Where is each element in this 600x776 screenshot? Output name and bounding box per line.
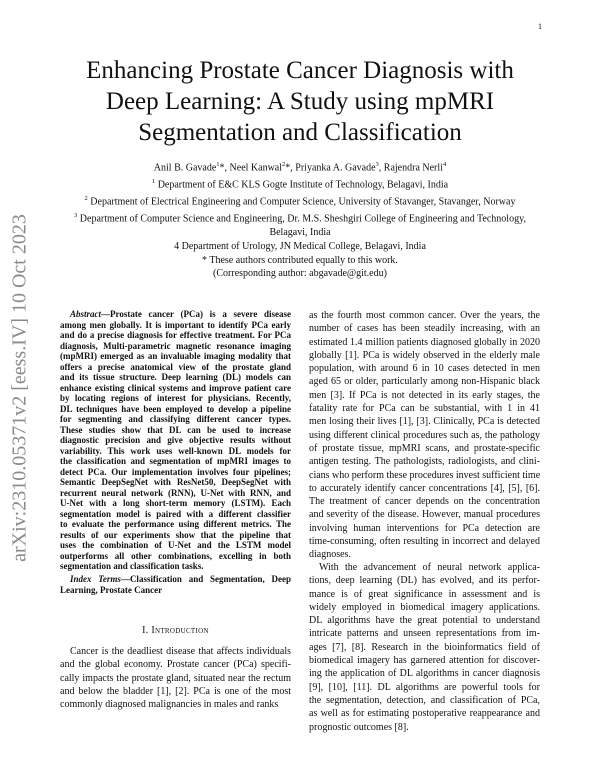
line-text: outperforms all other combinations, excelling in both xyxy=(60,550,291,561)
line-text: Semantic DeepSegNet with ResNet50, DeepSegNet with xyxy=(60,477,291,487)
text-line xyxy=(60,685,291,698)
line-text: segmentation model is paired with a different classifier xyxy=(60,508,291,519)
affiliation-line xyxy=(20,240,580,254)
text-line xyxy=(60,446,291,457)
line-text: diagnosis, Multi-parametric magnetic resonance imaging xyxy=(60,340,291,351)
text-line xyxy=(309,654,540,667)
line-text: recurrent neural network (RNN), U-Net with RNN, and xyxy=(60,487,291,498)
text-line xyxy=(309,495,540,508)
line-text: men losing their lives [1], [3]. Clinically, PCa is detected xyxy=(309,416,540,428)
text-line xyxy=(309,482,540,495)
affiliation-line xyxy=(20,175,580,192)
text-line xyxy=(60,383,291,394)
author-affiliation-mark: 3 xyxy=(375,161,379,168)
line-text: prognostic outcomes [8]. xyxy=(309,721,409,733)
text-line xyxy=(309,442,540,455)
line-text: widely employed in biomedical imagery applications. xyxy=(309,601,540,613)
text-line xyxy=(60,561,291,572)
title-line: Enhancing Prostate Cancer Diagnosis with xyxy=(86,57,514,84)
line-text: segmentation and classification tasks. xyxy=(60,561,204,571)
text-line xyxy=(309,389,540,402)
affiliation-line xyxy=(20,192,580,209)
line-text: as the fourth most common cancer. Over the years, the xyxy=(309,310,540,321)
text-line xyxy=(60,351,291,362)
text-line xyxy=(60,698,291,711)
author-list xyxy=(20,158,580,175)
line-text: to evaluate the performance using different metrics. The xyxy=(60,519,291,529)
line-text: uses the combination of U-Net and the LSTM model xyxy=(60,540,291,550)
text-line xyxy=(60,404,291,415)
text-line xyxy=(60,540,291,551)
line-text: results of our experiments show that the pipeline that xyxy=(60,529,291,540)
text-line xyxy=(60,488,291,499)
text-line xyxy=(309,548,540,561)
affiliation-text: * These authors contributed equally to this work. xyxy=(202,254,398,266)
abstract xyxy=(60,309,291,572)
author-name: Priyanka A. Gavade xyxy=(295,162,376,174)
line-text: and severity of the disease. However, manual procedures xyxy=(309,509,540,521)
line-text: of prostate tissue, mpMRI scans, and prostate-specific xyxy=(309,442,540,454)
author-affiliation-mark: 2 xyxy=(282,161,286,168)
author-block xyxy=(20,158,580,281)
text-line xyxy=(60,456,291,467)
text-line xyxy=(60,330,291,341)
line-text: time-consuming, often resulting in incorrect and delayed xyxy=(309,536,540,548)
line-text: detect PCa. Our implementation involves four pipelines; xyxy=(60,466,291,477)
affiliation-text: Department of E&C KLS Gogte Institute of Technology, Belagavi, India xyxy=(155,179,449,191)
line-text: and its tissue structure. Deep learning (DL) models can xyxy=(60,372,291,382)
line-text: the classification and segmentation of mpMRI images to xyxy=(60,456,291,466)
line-text: Learning, Prostate Cancer xyxy=(60,584,163,595)
affiliation-text: Department of Electrical Engineering and Computer Science, University of Stavanger, Stavanger, Norway xyxy=(87,196,516,208)
label: Index Terms xyxy=(70,574,121,584)
affiliation-text: Department of Computer Science and Engineering, Dr. M.S. Sheshgiri College of Engineering and Technology, xyxy=(77,213,526,225)
author-separator: , xyxy=(378,162,384,174)
text-line xyxy=(60,477,291,488)
text-line xyxy=(309,322,540,335)
line-text: —Prostate cancer (PCa) is a severe disease xyxy=(101,309,291,319)
affiliation-number: 1 xyxy=(151,178,156,186)
text-line xyxy=(60,658,291,671)
text-line xyxy=(60,585,291,596)
text-line xyxy=(60,519,291,530)
text-line xyxy=(60,362,291,373)
line-text: offers a precise anatomical view of the prostate gland xyxy=(60,361,291,372)
body-paragraph xyxy=(309,309,540,562)
line-text: enhance existing clinical systems and improve patient care xyxy=(60,382,291,393)
line-text: using different clinical procedures such as, the pathology xyxy=(309,429,540,441)
text-line xyxy=(60,425,291,436)
line-text: Cancer is the deadliest disease that affects individuals xyxy=(70,646,291,657)
affiliation-text: 4 Department of Urology, JN Medical College, Belagavi, India xyxy=(174,240,426,252)
author-name: Anil B. Gavade xyxy=(153,162,217,174)
author-name: Rajendra Nerli xyxy=(383,162,443,174)
line-text: aged 65 or older, particularly among non-Hispanic black xyxy=(309,376,540,388)
line-text: [9], [10], [11]. DL algorithms are powerful tools for xyxy=(309,681,540,693)
arxiv-stamp: arXiv:2310.05371v2 [eess.IV] 10 Oct 2023 xyxy=(8,214,31,562)
text-line xyxy=(60,645,291,658)
text-line xyxy=(60,574,291,585)
line-text: fatality rate for PCa can be substantial, with 1 in 41 xyxy=(309,403,540,415)
text-line xyxy=(60,672,291,685)
text-line xyxy=(309,574,540,587)
line-text: With the advancement of neural network applica- xyxy=(319,562,540,573)
text-line xyxy=(309,522,540,535)
text-line xyxy=(309,707,540,720)
text-line xyxy=(309,588,540,601)
affiliation-line xyxy=(20,209,580,226)
text-line xyxy=(309,469,540,482)
text-line xyxy=(309,362,540,375)
affiliation-line xyxy=(20,254,580,268)
line-text: These studies show that DL can be used to increase xyxy=(60,424,291,435)
introduction-paragraph xyxy=(60,645,291,711)
line-text: ages [7], [8]. Research in the bioinformatics field of xyxy=(309,641,540,653)
affiliation-number: 3 xyxy=(74,212,78,220)
author-separator: *, xyxy=(285,162,296,174)
text-line xyxy=(60,551,291,562)
text-line xyxy=(309,402,540,415)
line-text: ing the application of DL algorithms in cancer diagnosis xyxy=(309,668,540,680)
label: Abstract xyxy=(70,309,102,319)
line-text: population, with around 6 in 10 cases detected in men xyxy=(309,363,540,375)
text-line xyxy=(309,627,540,640)
text-line xyxy=(309,641,540,654)
section-heading: I. Introduction xyxy=(142,625,209,636)
affiliation-text: (Corresponding author: abgavade@git.edu) xyxy=(213,268,387,280)
line-text: variability. This work uses well-known DL models for xyxy=(60,445,291,456)
line-text: U-Net with a long short-term memory (LSTM). Each xyxy=(60,498,291,508)
line-text: DL techniques have been employed to develop a pipeline xyxy=(60,403,291,414)
line-text: cally impacts the prostate gland, situated near the rectum xyxy=(60,672,291,684)
line-text: and the global economy. Prostate cancer (PCa) specifi- xyxy=(60,659,291,671)
text-line xyxy=(60,498,291,509)
text-line xyxy=(60,393,291,404)
affiliation-line xyxy=(20,267,580,281)
line-text: for segmenting and classifying different cancer types. xyxy=(60,414,291,424)
text-line xyxy=(309,415,540,428)
author-affiliation-mark: 4 xyxy=(442,161,447,168)
line-text: the segmentation, detection, and classification of PCa, xyxy=(309,694,540,706)
text-line xyxy=(309,349,540,362)
text-line xyxy=(60,435,291,446)
line-text: DL algorithms have the great potential to understand xyxy=(309,615,540,627)
text-line xyxy=(309,429,540,442)
text-line xyxy=(309,336,540,349)
text-line xyxy=(309,681,540,694)
text-line xyxy=(309,309,540,322)
line-text: tions, deep learning (DL) has evolved, and its perfor- xyxy=(309,575,540,587)
line-text: as well as for estimating postoperative reappearance and xyxy=(309,708,540,720)
text-line xyxy=(60,530,291,541)
index-terms xyxy=(60,574,291,595)
body-paragraph xyxy=(309,561,540,734)
text-line xyxy=(60,372,291,383)
text-line xyxy=(60,414,291,425)
text-line xyxy=(309,535,540,548)
text-line xyxy=(309,614,540,627)
affiliation-list xyxy=(20,175,580,281)
affiliation-text: Belagavi, India xyxy=(269,227,331,239)
page-number: 1 xyxy=(538,22,542,31)
text-line xyxy=(309,601,540,614)
text-line xyxy=(60,341,291,352)
line-text: diagnoses. xyxy=(309,549,351,561)
text-line xyxy=(60,467,291,478)
line-text: cians who perform these procedures invest sufficient time xyxy=(309,469,541,481)
affiliation-number: 2 xyxy=(84,195,88,203)
text-line xyxy=(309,375,540,388)
line-text: The treatment of cancer depends on the concentration xyxy=(309,496,540,508)
line-text: to accurately identify cancer concentrations [4], [5], [6]. xyxy=(309,482,540,494)
text-line xyxy=(60,309,291,320)
line-text: (mpMRI) emerged as an invaluable imaging modality that xyxy=(60,351,291,361)
line-text: and below the bladder [1], [2]. PCa is one of the most xyxy=(60,685,291,697)
text-line xyxy=(309,667,540,680)
line-text: biomedical imagery has garnered attention for discover- xyxy=(309,655,540,667)
text-line xyxy=(309,721,540,734)
line-text: men [3]. If PCa is not detected in its early stages, the xyxy=(309,389,540,401)
title-line: Segmentation and Classification xyxy=(138,119,462,146)
text-line xyxy=(60,320,291,331)
text-line xyxy=(309,561,540,574)
author-affiliation-mark: 1 xyxy=(216,161,220,168)
line-text: —Classification and Segmentation, Deep xyxy=(120,574,291,584)
line-text: involving human interventions for PCa detection are xyxy=(309,522,540,534)
text-line xyxy=(309,694,540,707)
author-separator: *, xyxy=(219,162,230,174)
text-line xyxy=(309,508,540,521)
line-text: and do a precise diagnosis for effective treatment. For PCa xyxy=(60,330,291,340)
affiliation-line xyxy=(20,226,580,240)
line-text: among men globally. It is important to identify PCa early xyxy=(60,319,291,330)
line-text: number of cases has been steadily increasing, with an xyxy=(309,323,540,335)
line-text: by locating regions of interest for physicians. Recently, xyxy=(60,393,291,403)
line-text: antigen testing. The pathologists, radiologists, and clini- xyxy=(309,456,540,468)
line-text: globally [1]. PCa is widely observed in the elderly male xyxy=(309,349,540,361)
line-text: intricate patterns and unseen representations from im- xyxy=(309,628,540,640)
line-text: estimated 1.4 million patients diagnosed globally in 2020 xyxy=(309,336,540,348)
text-line xyxy=(309,455,540,468)
line-text: diagnostic precision and give objective results without xyxy=(60,435,291,445)
title-line: Deep Learning: A Study using mpMRI xyxy=(105,88,495,115)
paper-title xyxy=(40,55,560,148)
line-text: commonly diagnosed malignancies in males and ranks xyxy=(60,699,279,711)
author-name: Neel Kanwal xyxy=(229,162,283,174)
text-line xyxy=(60,509,291,520)
line-text: mance is of great significance in assessment and is xyxy=(309,588,540,600)
